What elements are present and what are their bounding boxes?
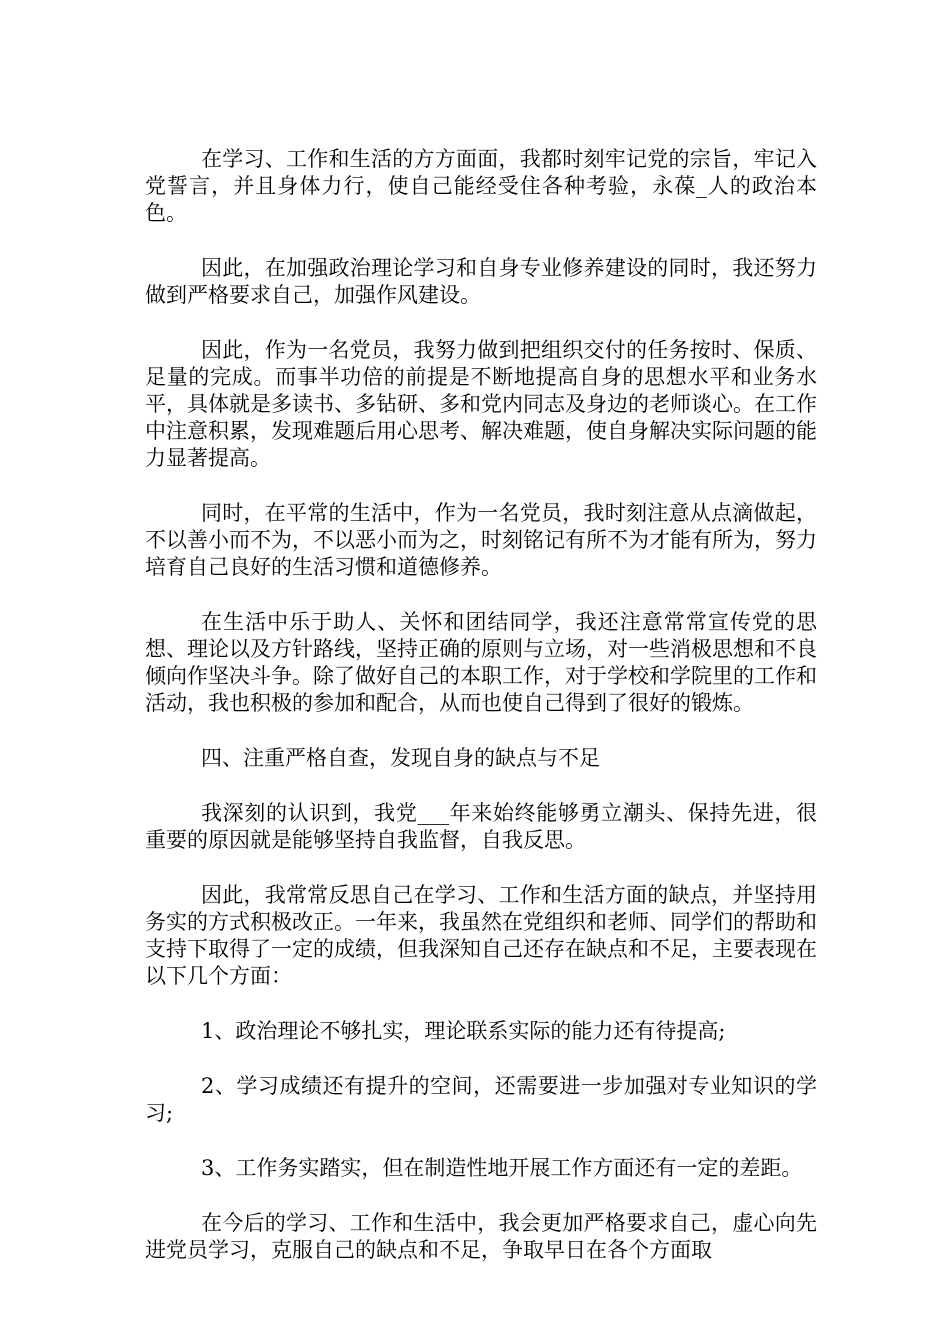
section-heading: 四、注重严格自查，发现自身的缺点与不足 bbox=[201, 746, 600, 770]
document-body bbox=[145, 146, 817, 1292]
list-item: 2、学习成绩还有提升的空间，还需要进一步加强对专业知识的学习; bbox=[145, 1074, 817, 1125]
paragraph: 在今后的学习、工作和生活中，我会更加严格要求自己，虚心向先进党员学习，克服自己的缺点和不足，争取早日在各个方面取 bbox=[145, 1211, 817, 1262]
paragraph: 同时，在平常的生活中，作为一名党员，我时刻注意从点滴做起，不以善小而不为，不以恶小而为之，时刻铭记有所不为才能有所为，努力培育自己良好的生活习惯和道德修养。 bbox=[145, 501, 817, 579]
paragraph: 因此，在加强政治理论学习和自身专业修养建设的同时，我还努力做到严格要求自己，加强作风建设。 bbox=[145, 256, 817, 307]
paragraph: 因此，作为一名党员，我努力做到把组织交付的任务按时、保质、足量的完成。而事半功倍的前提是不断地提高自身的思想水平和业务水平，具体就是多读书、多钻研、多和党内同志及身边的老师谈心。在工作中注意积累，发现难题后用心思考、解决难题，使自身解决实际问题的能力显著提高。 bbox=[145, 338, 817, 470]
list-item: 1、政治理论不够扎实，理论联系实际的能力还有待提高; bbox=[201, 1019, 726, 1043]
paragraph: 在生活中乐于助人、关怀和团结同学，我还注意常常宣传党的思想、理论以及方针路线，坚持正确的原则与立场，对一些消极思想和不良倾向作坚决斗争。除了做好自己的本职工作，对于学校和学院里的工作和活动，我也积极的参加和配合，从而也使自己得到了很好的锻炼。 bbox=[145, 610, 817, 715]
paragraph: 我深刻的认识到，我党___年来始终能够勇立潮头、保持先进，很重要的原因就是能够坚持自我监督，自我反思。 bbox=[145, 801, 817, 852]
paragraph: 因此，我常常反思自己在学习、工作和生活方面的缺点，并坚持用务实的方式积极改正。一年来，我虽然在党组织和老师、同学们的帮助和支持下取得了一定的成绩，但我深知自己还存在缺点和不足，主要表现在以下几个方面： bbox=[145, 883, 817, 988]
list-item: 3、工作务实踏实，但在制造性地开展工作方面还有一定的差距。 bbox=[201, 1156, 803, 1180]
paragraph: 在学习、工作和生活的方方面面，我都时刻牢记党的宗旨，牢记入党誓言，并且身体力行，使自己能经受住各种考验，永葆_人的政治本色。 bbox=[145, 147, 817, 225]
